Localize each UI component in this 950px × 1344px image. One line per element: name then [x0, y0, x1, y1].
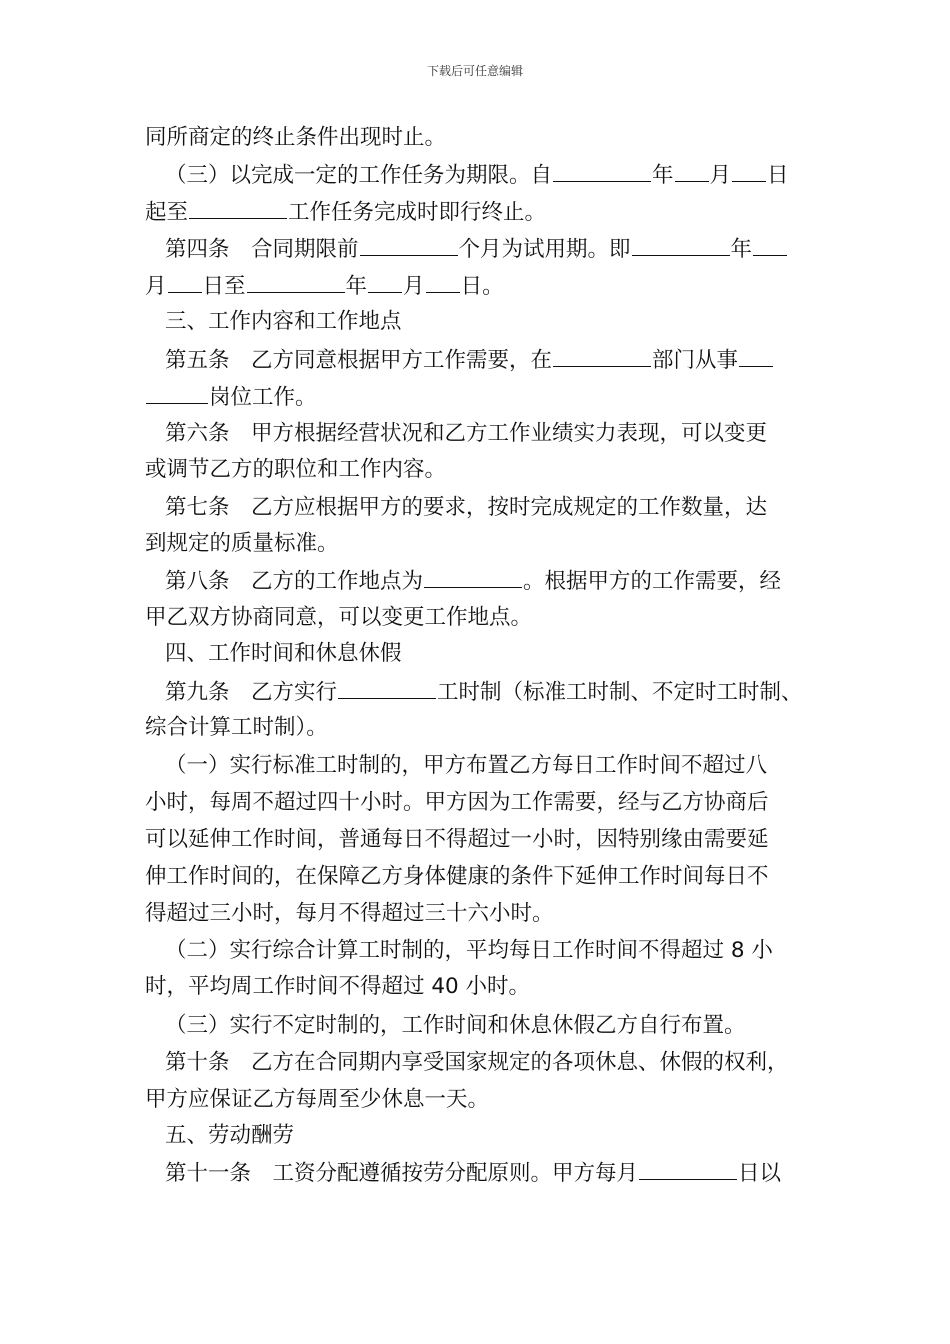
department-blank — [553, 345, 651, 367]
year-blank — [553, 160, 651, 182]
contract-line: （一）实行标准工时制的，甲方布置乙方每日工作时间不超过八 — [165, 753, 768, 778]
contract-line: 伸工作时间的，在保障乙方身体健康的条件下延伸工作时间每日不 — [145, 864, 769, 889]
section-heading: 四、工作时间和休息休假 — [165, 641, 402, 666]
month-blank — [675, 160, 709, 182]
day-blank — [426, 271, 460, 293]
position-blank — [146, 382, 208, 404]
contract-line: 第九条 乙方实行 工时制（标准工时制、不定时工时制、 — [145, 677, 855, 707]
contract-line: 得超过三小时，每月不得超过三十六小时。 — [145, 901, 554, 926]
month-blank — [368, 271, 402, 293]
contract-line: （三）以完成一定的工作任务为期限。自 年 月 日 — [145, 160, 855, 190]
contract-line: 到规定的质量标准。 — [145, 531, 339, 556]
month-blank — [753, 234, 787, 256]
contract-line: 甲乙双方协商同意，可以变更工作地点。 — [145, 605, 533, 630]
year-blank — [632, 234, 730, 256]
contract-line: 甲方应保证乙方每周至少休息一天。 — [145, 1087, 490, 1112]
contract-line: 同所商定的终止条件出现时止。 — [145, 125, 447, 150]
contract-line: 小时，每周不超过四十小时。甲方因为工作需要，经与乙方协商后 — [145, 790, 769, 815]
contract-line: 综合计算工时制）。 — [145, 715, 328, 740]
contract-line: （二）实行综合计算工时制的，平均每日工作时间不得超过 8 小 — [165, 938, 773, 963]
contract-line: 可以延伸工作时间，普通每日不得超过一小时，因特别缘由需要延 — [145, 827, 769, 852]
section-heading: 三、工作内容和工作地点 — [165, 309, 402, 334]
contract-line: 第五条 乙方同意根据甲方工作需要，在 部门从事 — [145, 345, 855, 375]
contract-line: 起至 工作任务完成时即行终止。 — [145, 197, 835, 227]
contract-line: 第六条 甲方根据经营状况和乙方工作业绩实力表现，可以变更 — [165, 421, 768, 446]
date-blank — [189, 197, 287, 219]
hours-system-blank — [338, 677, 436, 699]
contract-line: 或调节乙方的职位和工作内容。 — [145, 457, 447, 482]
day-blank — [168, 271, 202, 293]
position-blank — [739, 345, 773, 367]
contract-line: （三）实行不定时制的，工作时间和休息休假乙方自行布置。 — [165, 1013, 746, 1038]
day-blank — [732, 160, 766, 182]
contract-line: 岗位工作。 — [145, 382, 835, 412]
section-heading: 五、劳动酬劳 — [165, 1123, 295, 1148]
work-location-blank — [424, 566, 522, 588]
contract-line: 月 日至 年 月 日。 — [145, 271, 835, 301]
contract-line: 时，平均周工作时间不得超过 40 小时。 — [145, 974, 531, 999]
page-header: 下载后可任意编辑 — [426, 64, 523, 78]
contract-line: 第八条 乙方的工作地点为 。根据甲方的工作需要，经 — [145, 566, 855, 596]
payday-blank — [639, 1158, 737, 1180]
contract-line: 第十一条 工资分配遵循按劳分配原则。甲方每月 日以 — [145, 1158, 855, 1188]
year-blank — [247, 271, 345, 293]
probation-months-blank — [360, 234, 458, 256]
contract-line: 第七条 乙方应根据甲方的要求，按时完成规定的工作数量，达 — [165, 495, 768, 520]
contract-line: 第四条 合同期限前 个月为试用期。即 年 — [145, 234, 855, 264]
contract-line: 第十条 乙方在合同期内享受国家规定的各项休息、休假的权利， — [165, 1050, 789, 1075]
